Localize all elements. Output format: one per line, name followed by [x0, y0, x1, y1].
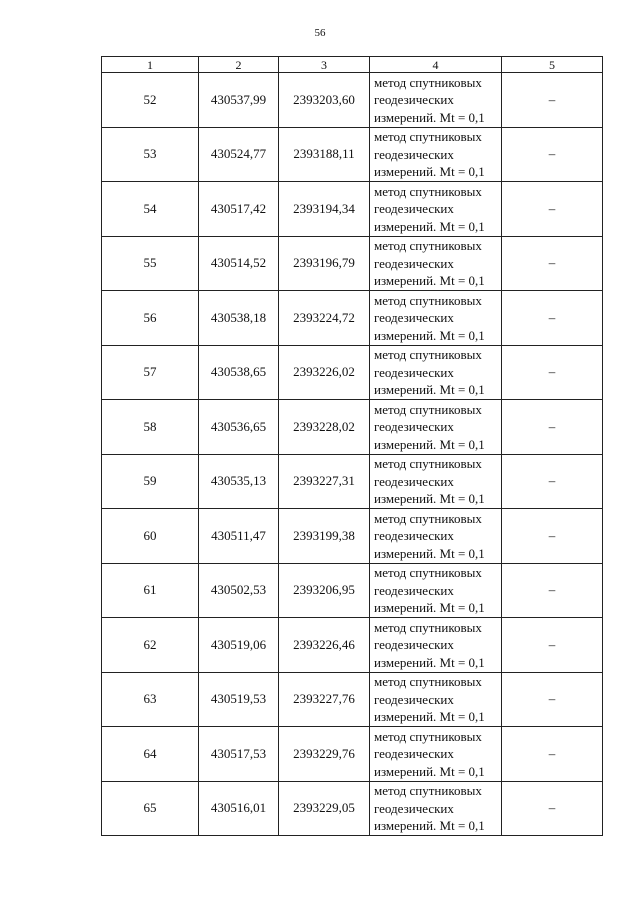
method-line: геодезических [374, 800, 454, 816]
page-number: 56 [314, 27, 326, 39]
method-line: измерений. Mt = 0,1 [374, 818, 485, 833]
table-row [102, 781, 603, 836]
x-coordinate-cell: 430511,47 [199, 509, 279, 564]
table-row [102, 127, 603, 182]
y-coordinate-cell: 2393226,46 [279, 618, 370, 673]
method-line: измерений. Mt = 0,1 [374, 164, 485, 179]
table-row [102, 400, 603, 455]
table-row [102, 563, 603, 618]
method-line: метод спутниковых [374, 401, 482, 417]
x-coordinate-cell: 430538,65 [199, 345, 279, 400]
method-line: измерений. Mt = 0,1 [374, 709, 485, 724]
method-line: измерений. Mt = 0,1 [374, 436, 485, 452]
note-cell: – [502, 781, 603, 836]
point-number-cell: 62 [102, 618, 199, 673]
method-line: метод спутниковых [374, 292, 482, 308]
note-cell: – [502, 127, 603, 182]
table-row [102, 236, 603, 291]
method-line: метод спутниковых [374, 674, 482, 689]
column-header-1: 1 [102, 57, 199, 73]
table-row [102, 182, 603, 237]
y-coordinate-cell: 2393226,02 [279, 345, 370, 400]
x-coordinate-cell: 430502,53 [199, 563, 279, 618]
method-line: метод спутниковых [374, 783, 482, 798]
table-row [102, 618, 603, 673]
x-coordinate-cell: 430514,52 [199, 236, 279, 291]
y-coordinate-cell: 2393229,76 [279, 727, 370, 782]
method-line: измерений. Mt = 0,1 [374, 218, 485, 234]
method-cell [370, 73, 502, 128]
y-coordinate-cell: 2393203,60 [279, 73, 370, 128]
y-coordinate-cell: 2393229,05 [279, 781, 370, 836]
y-coordinate-cell: 2393199,38 [279, 509, 370, 564]
y-coordinate-cell: 2393227,31 [279, 454, 370, 509]
method-line: геодезических [374, 582, 454, 598]
x-coordinate-cell: 430524,77 [199, 127, 279, 182]
y-coordinate-cell: 2393188,11 [279, 127, 370, 182]
table-row [102, 672, 603, 727]
note-cell: – [502, 454, 603, 509]
method-line: измерений. Mt = 0,1 [374, 109, 485, 125]
y-coordinate-cell: 2393227,76 [279, 672, 370, 727]
x-coordinate-cell: 430516,01 [199, 781, 279, 836]
point-number-cell: 58 [102, 400, 199, 455]
column-header-2: 2 [199, 57, 279, 73]
method-line: геодезических [374, 637, 454, 652]
table-row [102, 727, 603, 782]
method-cell [370, 618, 502, 673]
method-line: геодезических [374, 419, 454, 434]
point-number-cell: 57 [102, 345, 199, 400]
method-line: метод спутниковых [374, 347, 482, 362]
note-cell: – [502, 509, 603, 564]
x-coordinate-cell: 430537,99 [199, 73, 279, 128]
method-cell [370, 727, 502, 782]
method-line: метод спутниковых [374, 74, 482, 90]
column-header-4: 4 [370, 57, 502, 73]
column-header-5: 5 [502, 57, 603, 73]
method-cell [370, 345, 502, 400]
method-line: геодезических [374, 201, 454, 216]
method-line: метод спутниковых [374, 565, 482, 580]
note-cell: – [502, 563, 603, 618]
x-coordinate-cell: 430538,18 [199, 291, 279, 346]
x-coordinate-cell: 430535,13 [199, 454, 279, 509]
x-coordinate-cell: 430517,53 [199, 727, 279, 782]
coordinates-table [101, 56, 603, 836]
y-coordinate-cell: 2393194,34 [279, 182, 370, 237]
point-number-cell: 64 [102, 727, 199, 782]
point-number-cell: 53 [102, 127, 199, 182]
method-line: геодезических [374, 473, 454, 489]
point-number-cell: 61 [102, 563, 199, 618]
note-cell: – [502, 236, 603, 291]
method-line: геодезических [374, 746, 454, 761]
point-number-cell: 63 [102, 672, 199, 727]
note-cell: – [502, 672, 603, 727]
note-cell: – [502, 291, 603, 346]
y-coordinate-cell: 2393224,72 [279, 291, 370, 346]
note-cell: – [502, 182, 603, 237]
method-line: геодезических [374, 310, 454, 325]
table-row [102, 509, 603, 564]
note-cell: – [502, 73, 603, 128]
method-line: метод спутниковых [374, 510, 482, 526]
y-coordinate-cell: 2393196,79 [279, 236, 370, 291]
y-coordinate-cell: 2393206,95 [279, 563, 370, 618]
table-row [102, 291, 603, 346]
method-line: метод спутниковых [374, 238, 482, 253]
point-number-cell: 56 [102, 291, 199, 346]
method-line: измерений. Mt = 0,1 [374, 327, 485, 343]
point-number-cell: 60 [102, 509, 199, 564]
method-cell [370, 291, 502, 346]
note-cell: – [502, 727, 603, 782]
method-line: измерений. Mt = 0,1 [374, 491, 485, 506]
method-cell [370, 563, 502, 618]
method-line: геодезических [374, 255, 454, 271]
method-line: измерений. Mt = 0,1 [374, 273, 485, 288]
method-cell [370, 127, 502, 182]
point-number-cell: 59 [102, 454, 199, 509]
y-coordinate-cell: 2393228,02 [279, 400, 370, 455]
method-line: геодезических [374, 528, 454, 543]
method-cell [370, 672, 502, 727]
method-line: измерений. Mt = 0,1 [374, 545, 485, 561]
method-line: метод спутниковых [374, 183, 482, 199]
method-line: геодезических [374, 92, 454, 107]
x-coordinate-cell: 430536,65 [199, 400, 279, 455]
point-number-cell: 52 [102, 73, 199, 128]
point-number-cell: 54 [102, 182, 199, 237]
method-line: метод спутниковых [374, 129, 482, 144]
method-line: измерений. Mt = 0,1 [374, 654, 485, 670]
method-line: метод спутниковых [374, 456, 482, 471]
x-coordinate-cell: 430519,06 [199, 618, 279, 673]
x-coordinate-cell: 430517,42 [199, 182, 279, 237]
method-cell [370, 400, 502, 455]
note-cell: – [502, 618, 603, 673]
method-line: измерений. Mt = 0,1 [374, 763, 485, 779]
point-number-cell: 65 [102, 781, 199, 836]
method-line: геодезических [374, 364, 454, 380]
method-cell [370, 509, 502, 564]
method-line: геодезических [374, 146, 454, 162]
method-cell [370, 454, 502, 509]
method-cell [370, 781, 502, 836]
x-coordinate-cell: 430519,53 [199, 672, 279, 727]
method-cell [370, 236, 502, 291]
point-number-cell: 55 [102, 236, 199, 291]
column-header-3: 3 [279, 57, 370, 73]
method-line: метод спутниковых [374, 728, 482, 744]
method-line: метод спутниковых [374, 619, 482, 635]
method-line: измерений. Mt = 0,1 [374, 382, 485, 397]
method-cell [370, 182, 502, 237]
method-line: измерений. Mt = 0,1 [374, 600, 485, 615]
table-row [102, 345, 603, 400]
table-header-row [102, 57, 603, 73]
note-cell: – [502, 345, 603, 400]
method-line: геодезических [374, 691, 454, 707]
table-row [102, 454, 603, 509]
note-cell: – [502, 400, 603, 455]
table-row [102, 73, 603, 128]
